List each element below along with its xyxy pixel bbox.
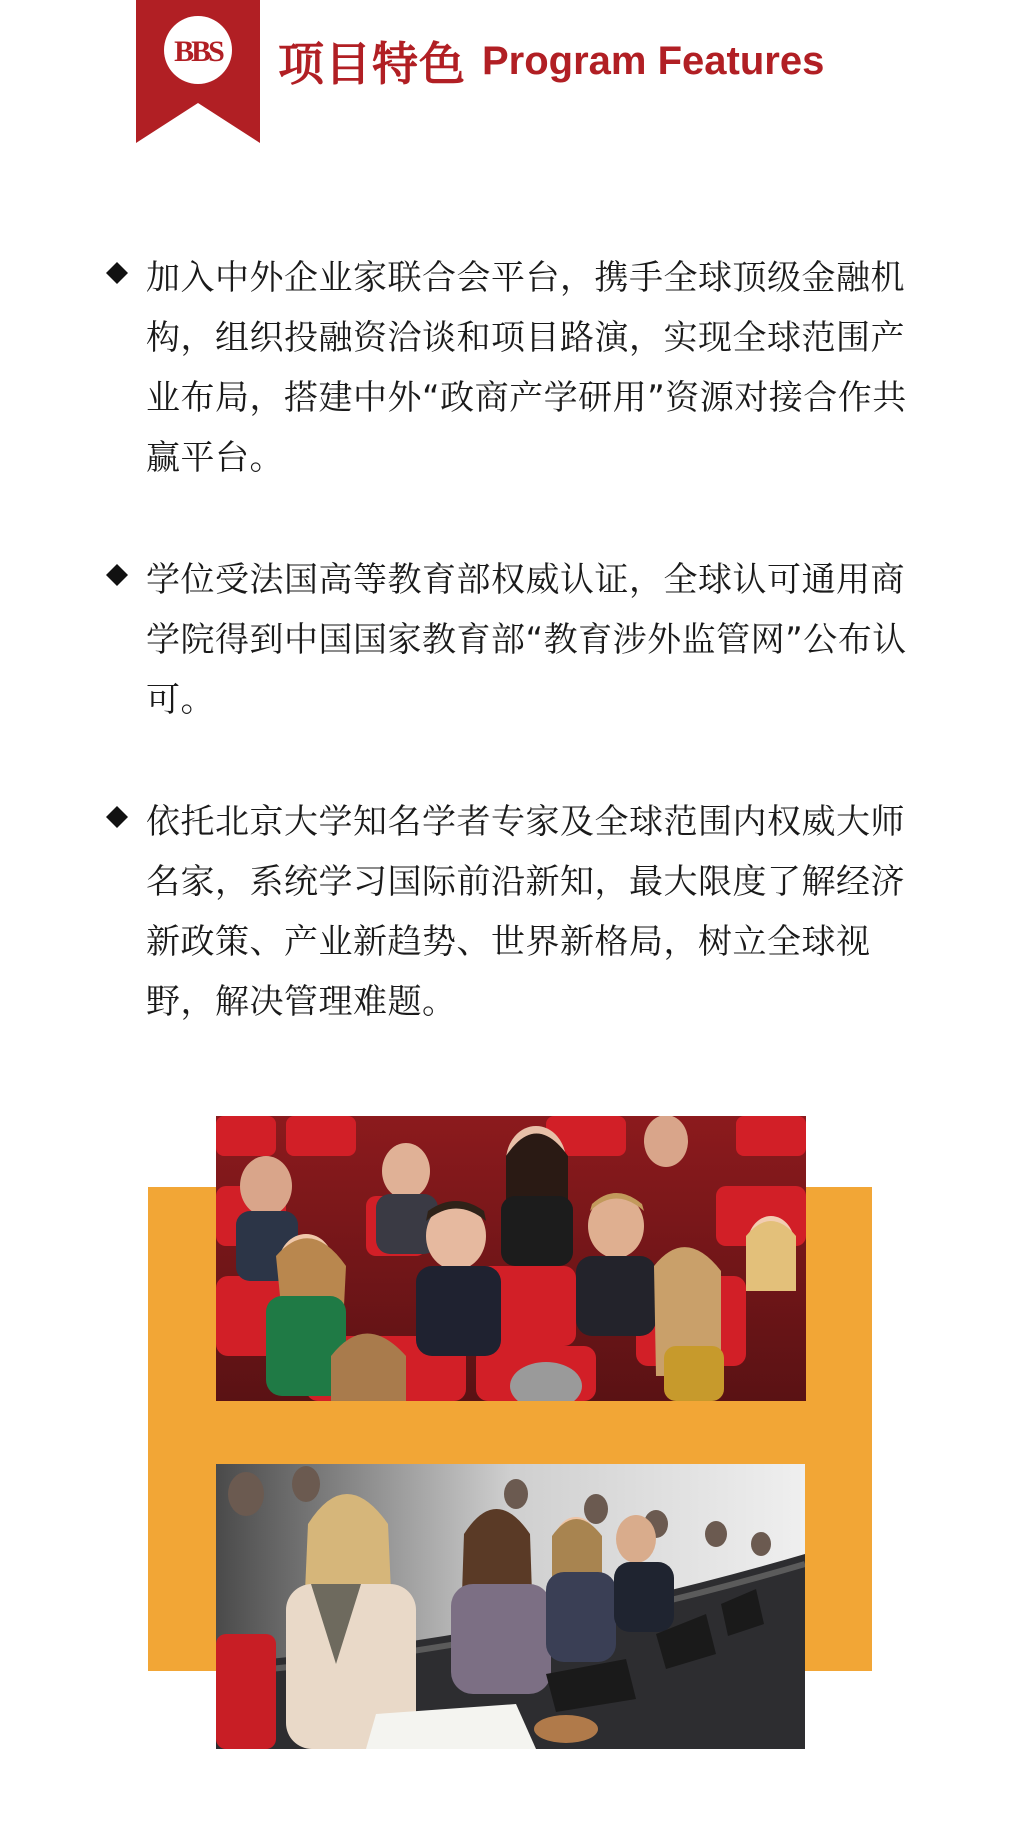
bbs-logo-text: BBS <box>174 35 222 68</box>
feature-text: 加入中外企业家联合会平台，携手全球顶级金融机构，组织投融资洽谈和项目路演，实现全球范围产业布局，搭建中外“政商产学研用”资源对接合作共赢平台。 <box>146 258 907 478</box>
diamond-icon <box>106 262 128 284</box>
feature-item <box>100 248 910 488</box>
diamond-icon <box>106 564 128 586</box>
feature-item <box>100 550 910 730</box>
feature-text: 依托北京大学知名学者专家及全球范围内权威大师名家，系统学习国际前沿新知，最大限度了解经济新政策、产业新趋势、世界新格局，树立全球视野，解决管理难题。 <box>146 802 905 1022</box>
page-title <box>278 30 824 92</box>
page-title-cn: 项目特色 <box>278 37 466 91</box>
feature-item <box>100 792 910 1032</box>
lecture-audience-photo <box>216 1116 806 1401</box>
feature-list <box>100 248 910 1094</box>
students-laptops-photo <box>216 1464 805 1749</box>
page-title-en: Program Features <box>482 38 825 83</box>
bbs-logo-ribbon <box>136 0 260 143</box>
diamond-icon <box>106 806 128 828</box>
feature-text: 学位受法国高等教育部权威认证，全球认可通用商学院得到中国国家教育部“教育涉外监管网”公布认可。 <box>146 560 907 720</box>
